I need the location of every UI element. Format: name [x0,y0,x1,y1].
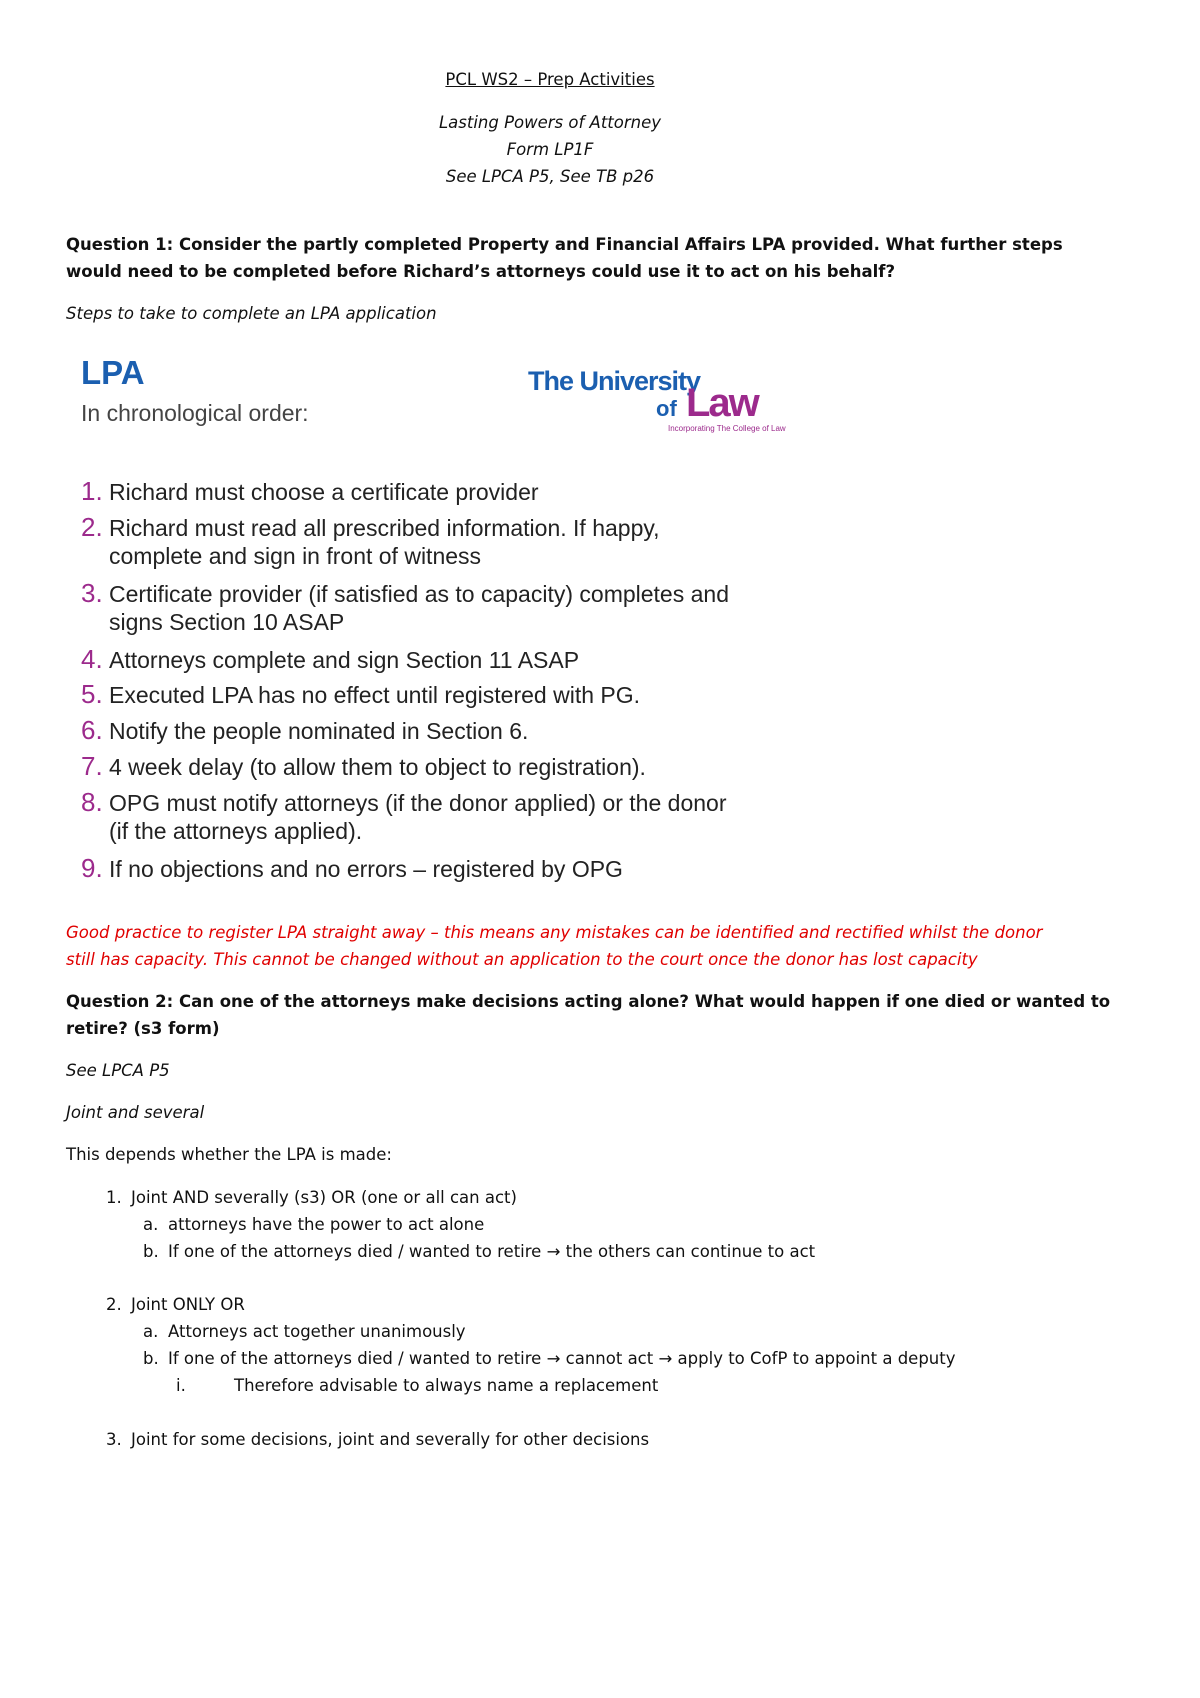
list-item-2a-num: a. [143,1322,159,1341]
question-1-line2: would need to be completed before Richard’s attorneys could use it to act on his behalf? [66,262,896,281]
slide-step [81,853,623,884]
slide-step-number: 8. [81,787,103,817]
slide-step [81,512,660,543]
slide-step-text: Notify the people nominated in Section 6. [109,718,529,744]
slide-step-number: 5. [81,679,103,709]
slide-subtitle: In chronological order: [81,400,309,426]
slide-step-text: If no objections and no errors – registered by OPG [109,856,623,882]
list-item-1b-num: b. [143,1242,159,1261]
list-item-2: Joint ONLY OR [131,1295,245,1314]
list-item-2b-text-mid: cannot act [560,1349,659,1368]
logo-tagline: Incorporating The College of Law [668,424,786,433]
right-arrow-icon: → [546,1242,561,1261]
slide-step-number: 1. [81,476,103,506]
slide-step-number: 4. [81,644,103,674]
list-item-2a: Attorneys act together unanimously [168,1322,466,1341]
slide-step [81,644,579,675]
joint-and-several-heading: Joint and several [66,1103,205,1122]
good-practice-note-line1: Good practice to register LPA straight away – this means any mistakes can be identified and rectified whilst the donor [66,923,1043,942]
slide-step-number: 7. [81,751,103,781]
slide-step [81,578,729,609]
slide-step-text: OPG must notify attorneys (if the donor applied) or the donor [109,790,727,816]
good-practice-note-line2: still has capacity. This cannot be changed without an application to the court once the donor has lost capacity [66,950,978,969]
slide-step-text-continued: signs Section 10 ASAP [109,609,345,635]
logo-text-of: of [656,396,677,421]
slide-step [81,476,539,507]
list-item-1b [168,1242,815,1261]
slide-step [81,787,727,818]
question-1-line1: Question 1: Consider the partly completed Property and Financial Affairs LPA provided. What further steps [66,235,1063,254]
university-of-law-logo [528,356,808,436]
list-item-2bi-num: i. [176,1376,186,1395]
list-item-2b [168,1349,956,1368]
slide-step [81,751,646,782]
reference-lpca: See LPCA P5 [66,1061,170,1080]
slide-step-text: Attorneys complete and sign Section 11 ASAP [109,647,580,673]
lpa-slide [66,340,818,890]
list-item-3: Joint for some decisions, joint and severally for other decisions [131,1430,650,1449]
slide-step-text: Richard must choose a certificate provider [109,479,539,505]
depends-text: This depends whether the LPA is made: [66,1145,392,1164]
list-item-2b-num: b. [143,1349,159,1368]
slide-title: LPA [81,354,145,391]
list-item-1b-text-after: the others can continue to act [560,1242,816,1261]
slide-step-number: 9. [81,853,103,883]
list-item-3-num: 3. [106,1430,122,1449]
list-item-2-num: 2. [106,1295,122,1314]
list-item-2bi: Therefore advisable to always name a replacement [234,1376,659,1395]
list-item-2b-text-after: apply to CofP to appoint a deputy [672,1349,956,1368]
slide-step-number: 6. [81,715,103,745]
slide-step-text-continued: (if the attorneys applied). [109,818,363,844]
list-item-1a-num: a. [143,1215,159,1234]
list-item-1: Joint AND severally (s3) OR (one or all can act) [131,1188,517,1207]
slide-step-text: Certificate provider (if satisfied as to capacity) completes and [109,581,729,607]
subtitle-refs: See LPCA P5, See TB p26 [445,167,655,186]
right-arrow-icon: → [546,1349,561,1368]
slide-step-number: 2. [81,512,103,542]
document-title: PCL WS2 – Prep Activities [445,70,655,89]
slide-step-number: 3. [81,578,103,608]
slide-step [81,679,640,710]
list-item-2b-text-before: If one of the attorneys died / wanted to retire [168,1349,547,1368]
slide-step-text: Richard must read all prescribed information. If happy, [109,515,660,541]
list-item-1b-text-before: If one of the attorneys died / wanted to retire [168,1242,547,1261]
list-item-1-num: 1. [106,1188,122,1207]
question-2-line2: retire? (s3 form) [66,1019,220,1038]
right-arrow-icon: → [658,1349,673,1368]
logo-text-university: The University [528,366,701,396]
steps-heading: Steps to take to complete an LPA application [66,304,437,323]
list-item-1a: attorneys have the power to act alone [168,1215,485,1234]
slide-step [81,715,528,746]
logo-text-law: Law [686,381,758,425]
question-2-line1: Question 2: Can one of the attorneys make decisions acting alone? What would happen if one died or wanted to [66,992,1111,1011]
subtitle-lpa: Lasting Powers of Attorney [438,113,662,132]
slide-step-text: Executed LPA has no effect until registered with PG. [109,682,641,708]
slide-step-text-continued: complete and sign in front of witness [109,543,482,569]
subtitle-form: Form LP1F [506,140,594,159]
slide-step-text: 4 week delay (to allow them to object to registration). [109,754,646,780]
